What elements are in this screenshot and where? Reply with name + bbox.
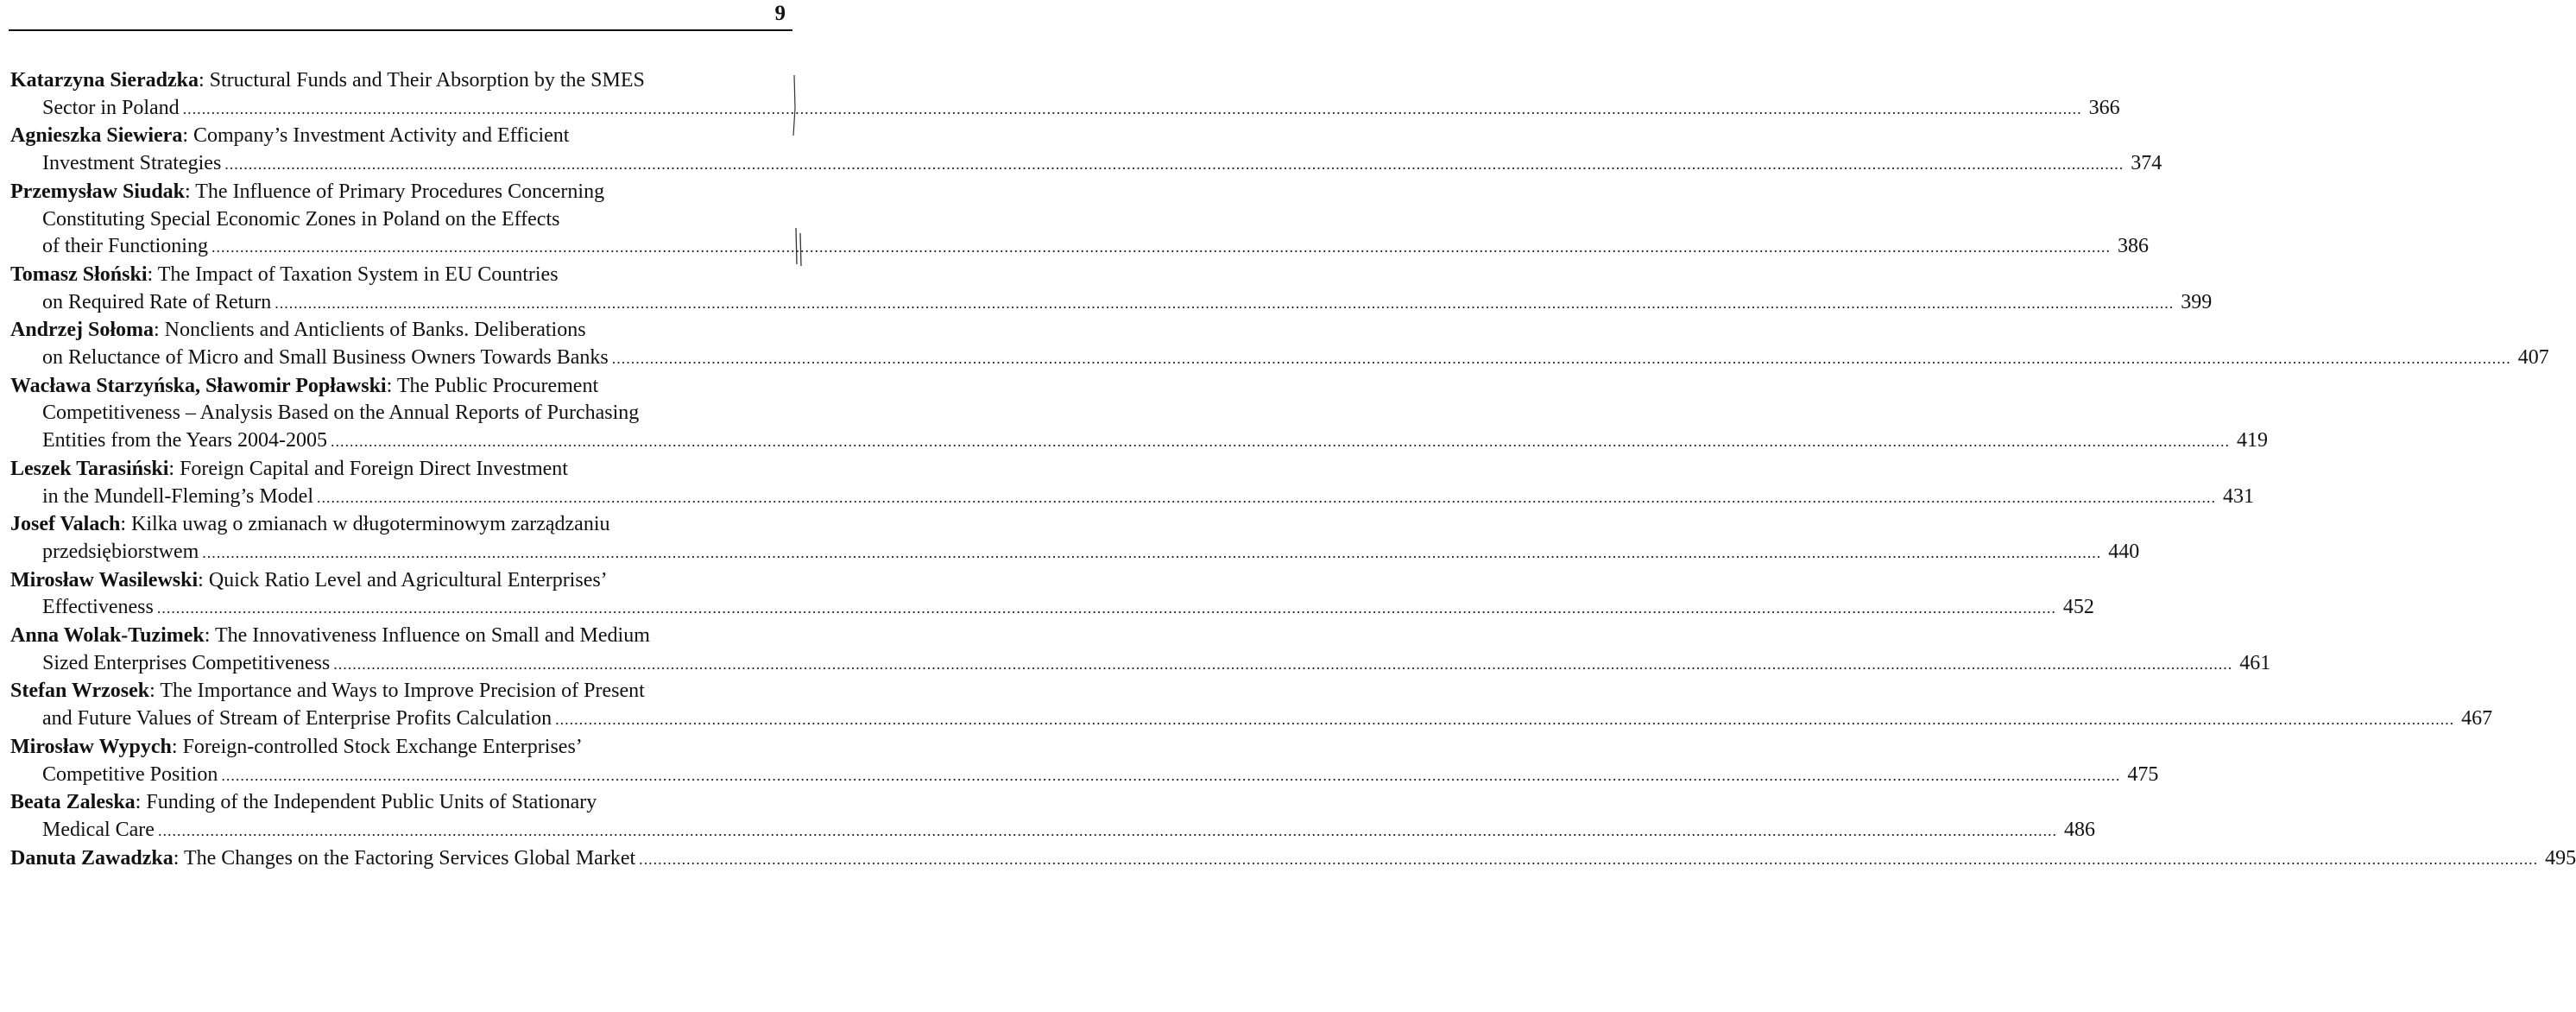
toc-entry-text	[42, 233, 208, 261]
dot-leader: ................................................................................................................................................................................................................................................................................................................................................................................................................	[156, 599, 2056, 617]
toc-title-line: Nonclients and Anticlients of Banks. Deliberations	[164, 319, 586, 342]
toc-author-separator: :	[135, 791, 147, 814]
toc-author-separator: :	[171, 735, 183, 758]
toc-title-line: The Public Procurement	[396, 374, 599, 397]
toc-entry-line	[10, 539, 2140, 567]
toc-title-line: Sized Enterprises Competitiveness	[42, 651, 331, 674]
toc-page-number: 440	[2108, 540, 2140, 563]
toc-author-separator: :	[386, 374, 397, 397]
toc-author: Mirosław Wasilewski	[10, 568, 199, 591]
toc-entry-line	[10, 762, 2159, 790]
toc-page-number: 386	[2117, 235, 2149, 258]
toc-entry	[10, 123, 2162, 178]
toc-author: Tomasz Słoński	[10, 262, 148, 286]
toc-entry-text	[42, 762, 218, 789]
toc-entry	[10, 373, 2268, 456]
toc-title-line: of their Functioning	[42, 235, 208, 258]
toc-entry	[10, 567, 2094, 623]
toc-author-separator: :	[147, 262, 158, 286]
toc-entry-line	[10, 233, 2149, 262]
toc-entry-text	[42, 594, 154, 622]
scan-artifact-mark	[790, 73, 799, 138]
toc-entry-text	[42, 289, 271, 317]
toc-entry-line	[10, 567, 780, 595]
toc-entry-line	[10, 345, 2549, 373]
toc-entry	[10, 789, 2095, 844]
toc-entry	[10, 179, 2149, 262]
toc-entry	[10, 845, 2576, 874]
toc-entry-line	[10, 456, 780, 484]
toc-author-separator: :	[185, 180, 196, 203]
toc-entry	[10, 734, 2159, 789]
dot-leader: ................................................................................................................................................................................................................................................................................................................................................................................................................	[316, 488, 2216, 506]
toc-entry-line	[10, 734, 780, 762]
toc-author: Agnieszka Siewiera	[10, 124, 183, 148]
dot-leader: ................................................................................................................................................................................................................................................................................................................................................................................................................	[157, 821, 2057, 839]
dot-leader: ................................................................................................................................................................................................................................................................................................................................................................................................................	[202, 543, 2102, 561]
toc-author-separator: :	[198, 568, 209, 591]
toc-author-separator: :	[173, 846, 184, 870]
toc-entry-text	[42, 345, 609, 372]
toc-author: Mirosław Wypych	[10, 735, 172, 758]
toc-entry-line	[10, 427, 2268, 456]
toc-entry	[10, 623, 2271, 678]
scan-artifact-mark	[792, 226, 805, 268]
toc-entry-text	[42, 95, 180, 123]
toc-entry-text	[42, 484, 313, 511]
toc-title-line: Foreign-controlled Stock Exchange Enterprises’	[182, 735, 583, 758]
toc-entry-text	[42, 539, 199, 566]
dot-leader: ................................................................................................................................................................................................................................................................................................................................................................................................................	[330, 433, 2230, 451]
toc-entry	[10, 317, 2549, 372]
toc-title-line: Effectiveness	[42, 596, 154, 619]
toc-title-line: The Impact of Taxation System in EU Countries	[157, 262, 559, 286]
toc-entry	[10, 67, 2120, 123]
toc-entry-line	[10, 67, 780, 95]
toc-entry-text	[42, 705, 552, 733]
toc-entry-line	[10, 123, 780, 150]
toc-author-separator: :	[149, 680, 161, 703]
toc-entry-line	[10, 262, 780, 289]
toc-page-number: 407	[2517, 346, 2549, 370]
toc-title-line: przedsiębiorstwem	[42, 540, 199, 563]
toc-entry-line	[10, 845, 2576, 874]
toc-entry-line	[10, 206, 780, 234]
toc-title-line: Investment Strategies	[42, 152, 222, 175]
toc-page-number: 452	[2062, 596, 2094, 619]
toc-entry	[10, 456, 2254, 511]
toc-author: Andrzej Sołoma	[10, 319, 154, 342]
toc-entry-line	[10, 678, 780, 705]
toc-entry-text	[42, 150, 221, 178]
toc-author-separator: :	[120, 513, 132, 536]
toc-author-separator: :	[168, 457, 180, 480]
toc-author-separator: :	[182, 124, 193, 148]
header-rule	[9, 29, 792, 31]
toc-author-separator: :	[198, 69, 210, 92]
toc-page-number: 495	[2545, 846, 2576, 870]
toc-author: Wacława Starzyńska, Sławomir Popławski	[10, 374, 387, 397]
toc-author: Leszek Tarasiński	[10, 457, 169, 480]
toc-title-line: The Innovativeness Influence on Small and Medium	[214, 624, 650, 648]
toc-entry-line	[10, 705, 2493, 734]
toc-entry-line	[10, 650, 2271, 679]
toc-title-line: Sector in Poland	[42, 96, 180, 119]
toc-title-line: Company’s Investment Activity and Efficient	[193, 124, 570, 148]
dot-leader: ................................................................................................................................................................................................................................................................................................................................................................................................................	[182, 99, 2082, 117]
table-of-contents	[10, 67, 2576, 873]
dot-leader: ................................................................................................................................................................................................................................................................................................................................................................................................................	[275, 294, 2175, 312]
toc-entry-text	[42, 817, 155, 844]
toc-entry-line	[10, 484, 2254, 512]
toc-title-line: Funding of the Independent Public Units of Stationary	[146, 791, 597, 814]
toc-title-line: on Reluctance of Micro and Small Business Owners Towards Banks	[42, 346, 609, 370]
toc-author: Josef Valach	[10, 513, 121, 536]
dot-leader: ................................................................................................................................................................................................................................................................................................................................................................................................................	[333, 655, 2233, 673]
toc-title-line: Entities from the Years 2004-2005	[42, 429, 327, 452]
toc-title-line: Medical Care	[42, 818, 155, 841]
toc-author: Przemysław Siudak	[10, 180, 186, 203]
toc-page-number: 399	[2181, 290, 2213, 313]
dot-leader: ................................................................................................................................................................................................................................................................................................................................................................................................................	[611, 350, 2511, 368]
toc-author: Beata Zaleska	[10, 791, 136, 814]
toc-entry-line	[10, 623, 780, 650]
toc-author: Katarzyna Sieradzka	[10, 69, 199, 92]
toc-author: Anna Wolak-Tuzimek	[10, 624, 205, 648]
toc-page-number: 475	[2127, 762, 2159, 786]
toc-entry	[10, 511, 2140, 566]
toc-author-separator: :	[153, 319, 165, 342]
toc-entry-text	[42, 427, 327, 455]
toc-author: Danuta Zawadzka	[10, 846, 174, 870]
toc-entry-line	[10, 594, 2094, 623]
toc-author: Stefan Wrzosek	[10, 680, 150, 703]
toc-title-line: The Importance and Ways to Improve Precision of Present	[160, 680, 645, 703]
toc-entry-line	[10, 289, 2213, 318]
toc-page-number: 461	[2239, 651, 2271, 674]
toc-entry	[10, 262, 2213, 317]
toc-title-line: Competitive Position	[42, 762, 218, 786]
toc-title-line: Competitiveness – Analysis Based on the Annual Reports of Purchasing	[42, 402, 640, 425]
dot-leader: ................................................................................................................................................................................................................................................................................................................................................................................................................	[224, 155, 2125, 174]
toc-entry-text	[10, 845, 635, 873]
toc-page-number: 431	[2222, 484, 2254, 508]
toc-entry	[10, 678, 2493, 733]
toc-title-line: in the Mundell-Fleming’s Model	[42, 484, 313, 508]
toc-entry-line	[10, 789, 780, 817]
toc-page-number: 366	[2088, 96, 2120, 119]
toc-title-line: The Influence of Primary Procedures Concerning	[195, 180, 605, 203]
toc-entry-line	[10, 179, 780, 206]
toc-entry-line	[10, 317, 780, 345]
dot-leader: ................................................................................................................................................................................................................................................................................................................................................................................................................	[221, 766, 2121, 784]
toc-page-number: 467	[2461, 707, 2493, 731]
toc-page-number: 374	[2131, 152, 2162, 175]
toc-entry-line	[10, 95, 2120, 123]
toc-page-number: 419	[2236, 429, 2268, 452]
toc-entry-line	[10, 400, 780, 427]
dot-leader: ................................................................................................................................................................................................................................................................................................................................................................................................................	[639, 850, 2539, 868]
toc-title-line: Kilka uwag o zmianach w długoterminowym zarządzaniu	[131, 513, 610, 536]
toc-title-line: Constituting Special Economic Zones in Poland on the Effects	[42, 207, 560, 231]
toc-title-line: and Future Values of Stream of Enterprise Profits Calculation	[42, 707, 552, 731]
page-number: 9	[774, 2, 786, 25]
toc-entry-text	[42, 650, 330, 678]
toc-author-separator: :	[204, 624, 215, 648]
dot-leader: ................................................................................................................................................................................................................................................................................................................................................................................................................	[211, 238, 2111, 256]
toc-title-line: Quick Ratio Level and Agricultural Enterprises’	[208, 568, 608, 591]
toc-entry-line	[10, 373, 780, 401]
toc-title-line: Foreign Capital and Foreign Direct Investment	[180, 457, 568, 480]
toc-title-line: Structural Funds and Their Absorption by the SMES	[209, 69, 645, 92]
toc-entry-line	[10, 511, 780, 539]
toc-title-line: The Changes on the Factoring Services Global Market	[183, 846, 636, 870]
toc-entry-line	[10, 150, 2162, 179]
toc-entry-line	[10, 817, 2095, 845]
toc-title-line: on Required Rate of Return	[42, 290, 272, 313]
dot-leader: ................................................................................................................................................................................................................................................................................................................................................................................................................	[555, 711, 2455, 729]
toc-page-number: 486	[2063, 818, 2095, 841]
